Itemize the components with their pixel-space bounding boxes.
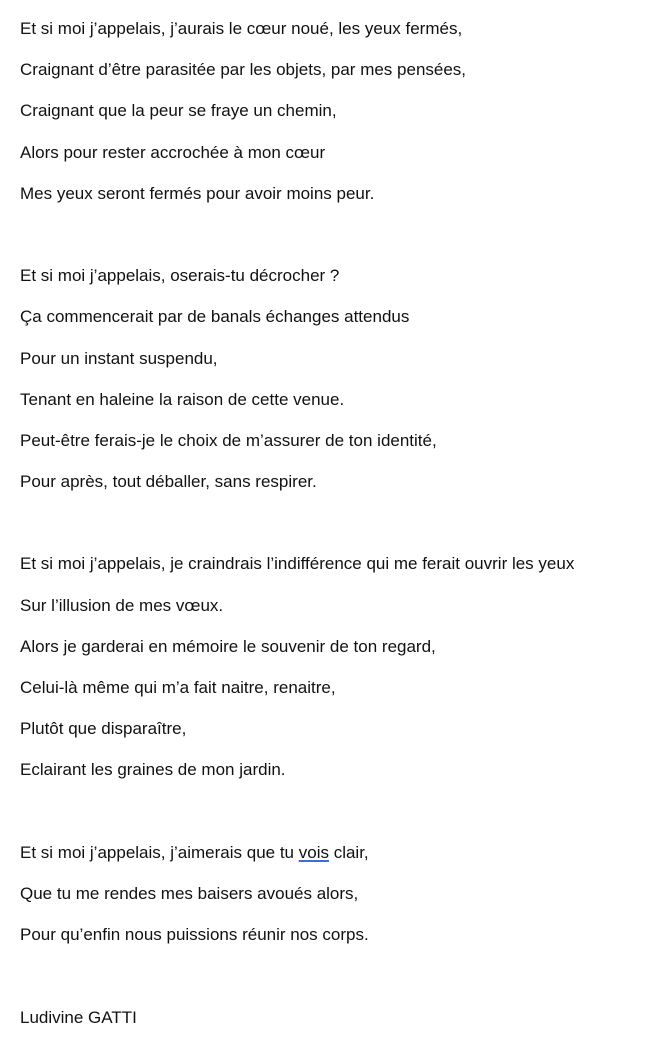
poem-line: Pour qu’enfin nous puissions réunir nos corps. xyxy=(20,925,369,945)
poem-line: Celui-là même qui m’a fait naitre, renaitre, xyxy=(20,678,336,697)
author-signature: Ludivine GATTI xyxy=(20,1007,137,1027)
poem-line: Craignant que la peur se fraye un chemin, xyxy=(20,101,337,121)
stanza-break xyxy=(20,962,650,1003)
poem-line xyxy=(20,839,650,880)
stanza-2 xyxy=(20,262,650,509)
stanza-1 xyxy=(20,15,650,221)
poem-line: Plutôt que disparaître, xyxy=(20,719,187,739)
poem-line-text: clair, xyxy=(328,842,369,862)
poem-line: Eclairant les graines de mon jardin. xyxy=(20,760,286,780)
stanza-break xyxy=(20,798,650,839)
poem-line: Craignant d’être parasitée par les objets, par mes pensées, xyxy=(20,60,467,80)
poem-line: Sur l’illusion de mes vœux. xyxy=(20,595,224,615)
document-page xyxy=(20,15,650,1034)
stanza-4 xyxy=(20,839,650,963)
stanza-break xyxy=(20,221,650,262)
poem-line: Pour un instant suspendu, xyxy=(20,348,218,368)
poem-line: Alors pour rester accrochée à mon cœur xyxy=(20,142,326,162)
poem-line-text: Et si moi j’appelais, j’aimerais que tu xyxy=(20,842,299,862)
poem-line: Que tu me rendes mes baisers avoués alors, xyxy=(20,883,359,903)
poem-line: Et si moi j’appelais, j’aurais le cœur noué, les yeux fermés, xyxy=(20,19,463,38)
poem-line: Pour après, tout déballer, sans respirer. xyxy=(20,472,317,492)
stanza-break xyxy=(20,509,650,550)
poem-line: Peut-être ferais-je le choix de m’assurer de ton identité, xyxy=(20,430,437,450)
poem-line: Tenant en haleine la raison de cette venue. xyxy=(20,389,345,409)
stanza-3 xyxy=(20,550,650,797)
poem-line: Et si moi j’appelais, oserais-tu décrocher ? xyxy=(20,266,340,286)
poem-line: Ça commencerait par de banals échanges attendus xyxy=(20,307,410,327)
poem-line: Alors je garderai en mémoire le souvenir de ton regard, xyxy=(20,636,436,656)
poem-line: Et si moi j’appelais, je craindrais l’indifférence qui me ferait ouvrir les yeux xyxy=(20,554,575,574)
poem-line: Mes yeux seront fermés pour avoir moins peur. xyxy=(20,183,375,203)
spellcheck-flagged-word[interactable]: vois xyxy=(298,842,329,862)
